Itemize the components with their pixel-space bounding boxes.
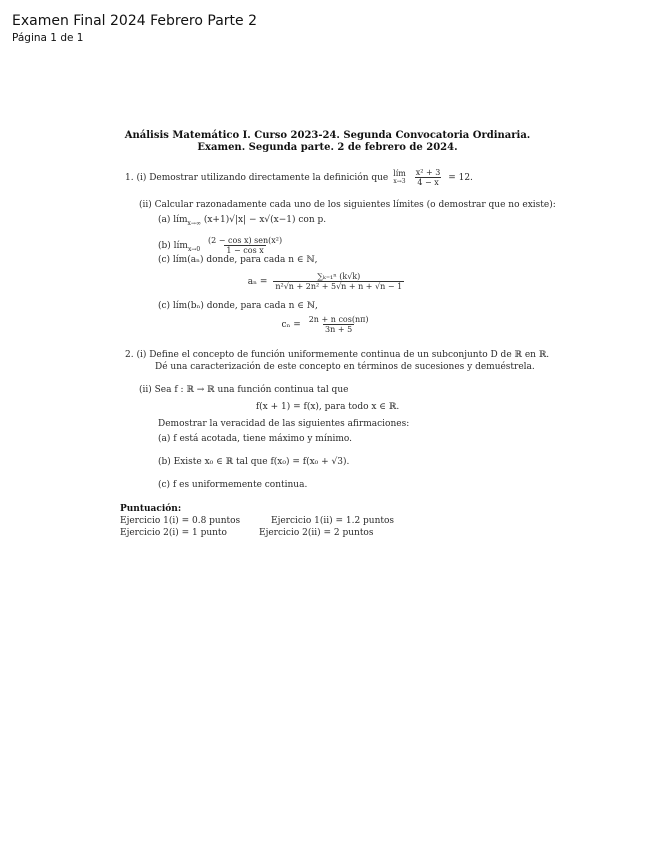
question-1-ii-c: (c) lím(aₙ) donde, para cada n ∈ ℕ, xyxy=(158,255,318,265)
question-1-ii-a xyxy=(158,214,326,230)
fraction-numerator: 2n + n cos(nπ) xyxy=(308,315,369,324)
q1-ii-b-sub: x→0 xyxy=(187,245,201,253)
q2-ii-display: f(x + 1) = f(x), para todo x ∈ ℝ. xyxy=(255,402,400,412)
scoring-1ii: Ejercicio 1(ii) = 1.2 puntos xyxy=(271,516,395,526)
document-title: Examen Final 2024 Febrero Parte 2 xyxy=(12,13,257,29)
q1-ii-c-formula xyxy=(0,272,655,291)
q1-i-fraction xyxy=(414,168,443,187)
question-1-ii-b xyxy=(158,236,287,256)
lim-operator: lím xyxy=(393,168,406,178)
q1-ii-d-fraction xyxy=(307,315,371,334)
q1-ii-d-formula xyxy=(0,315,655,334)
fraction-denominator: n²√n + 2n² + 5√n + n + √n − 1 xyxy=(275,282,403,291)
fraction-denominator: 1 − cos x xyxy=(226,246,264,255)
question-2-ii-c: (c) f es uniformemente continua. xyxy=(158,480,308,490)
lim-subscript: x→3 xyxy=(393,177,406,185)
question-2-ii-prove: Demostrar la veracidad de las siguientes afirmaciones: xyxy=(158,419,410,429)
q1-ii-a-sub: x→∞ xyxy=(187,219,201,227)
formula-lhs: aₙ = xyxy=(247,277,268,287)
q1-ii-b-label: (b) lím xyxy=(158,241,188,251)
question-2-i-line1: 2. (i) Define el concepto de función uniformemente continua de un subconjunto D de ℝ en ℝ. xyxy=(125,350,550,360)
scoring-1i: Ejercicio 1(i) = 0.8 puntos xyxy=(120,516,241,526)
scoring-2ii: Ejercicio 2(ii) = 2 puntos xyxy=(259,528,374,538)
exam-title: Análisis Matemático I. Curso 2023-24. Segunda Convocatoria Ordinaria. xyxy=(124,130,531,141)
fraction-denominator: 3n + 5 xyxy=(325,325,353,334)
q1-ii-b-fraction xyxy=(206,236,284,255)
fraction-numerator: (2 − cos x) sen(x²) xyxy=(208,236,283,245)
question-2-ii-a: (a) f está acotada, tiene máximo y mínimo. xyxy=(158,434,353,444)
fraction-numerator: x² + 3 xyxy=(415,168,441,177)
question-2-i-line2: Dé una caracterización de este concepto en términos de sucesiones y demuéstrela. xyxy=(155,362,535,372)
q1-ii-a-label: (a) lím xyxy=(158,215,188,225)
question-1-ii-d: (c) lím(bₙ) donde, para cada n ∈ ℕ, xyxy=(158,301,318,311)
q1-i-text: 1. (i) Demostrar utilizando directamente la definición que xyxy=(125,173,389,183)
fraction-numerator: ∑ₖ₌₁ⁿ (k√k) xyxy=(317,272,361,281)
question-2-ii-intro: (ii) Sea f : ℝ → ℝ una función continua tal que xyxy=(139,385,349,395)
question-1-i xyxy=(125,168,473,187)
formula-lhs: cₙ = xyxy=(281,320,301,330)
q1-ii-a-expr: (x+1)√|x| − x√(x−1) con p. xyxy=(203,215,327,225)
scoring-2i: Ejercicio 2(i) = 1 punto xyxy=(120,528,227,538)
page-indicator: Página 1 de 1 xyxy=(12,32,84,44)
q1-i-result: = 12. xyxy=(448,173,473,183)
question-2-ii-b: (b) Existe x₀ ∈ ℝ tal que f(x₀) = f(x₀ + √3). xyxy=(158,457,350,467)
exam-subtitle: Examen. Segunda parte. 2 de febrero de 2024. xyxy=(197,142,458,153)
question-1-ii-intro: (ii) Calcular razonadamente cada uno de los siguientes límites (o demostrar que no existe): xyxy=(139,200,556,210)
q1-ii-c-fraction xyxy=(273,272,404,291)
scoring-heading: Puntuación: xyxy=(120,504,182,514)
fraction-denominator: 4 − x xyxy=(417,178,439,187)
q1-i-limit xyxy=(393,170,406,186)
